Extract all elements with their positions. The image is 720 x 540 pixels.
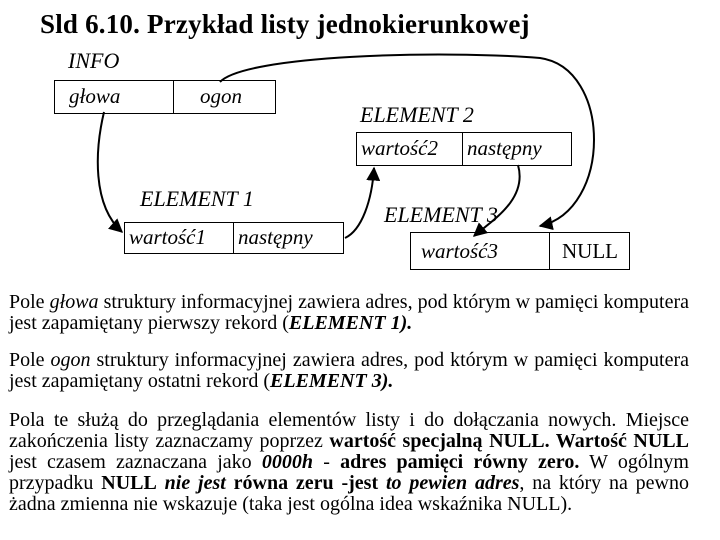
paragraph-tail-field: Pole ogon struktury informacyjnej zawiera adres, pod którym w pamięci komputera jest zapamiętany ostatni rekord (ELEMENT 3). xyxy=(9,349,689,392)
head-pointer-arrow xyxy=(98,112,122,232)
element2-next-field: następny xyxy=(462,133,546,165)
element1-label: ELEMENT 1 xyxy=(140,186,254,211)
info-tail-field: ogon xyxy=(200,84,242,108)
element1-next-field: następny xyxy=(233,223,317,253)
element1-value-field: wartość1 xyxy=(129,225,207,249)
element3-box xyxy=(410,232,630,270)
element3-value-field: wartość3 xyxy=(421,239,499,263)
element1-next-arrow xyxy=(345,168,374,238)
element2-box xyxy=(356,132,572,166)
element3-next-field: NULL xyxy=(549,233,622,269)
element2-value-field: wartość2 xyxy=(361,136,439,160)
element3-label: ELEMENT 3 xyxy=(384,202,498,227)
info-label: INFO xyxy=(68,48,120,73)
element1-box xyxy=(124,222,344,254)
paragraph-null-description: Pola te służą do przeglądania elementów listy i do dołączania nowych. Miejsce zakończenia listy zaznaczamy poprzez wartość specjalną NULL. Wartość NULL jest czasem zaznaczana jako 0000h - adres pamięci równy zero. W ogólnym przypadku NULL nie jest równa zeru -jest to pewien adres, na który na pewno żadna zmienna nie wskazuje (taka jest ogólna idea wskaźnika NULL). xyxy=(9,409,690,515)
slide-title: Sld 6.10. Przykład listy jednokierunkowej xyxy=(40,9,530,39)
info-head-field: głowa xyxy=(55,81,174,113)
element2-label: ELEMENT 2 xyxy=(360,102,474,127)
info-box xyxy=(54,80,276,114)
paragraph-head-field: Pole głowa struktury informacyjnej zawiera adres, pod którym w pamięci komputera jest zapamiętany pierwszy rekord (ELEMENT 1). xyxy=(9,291,689,334)
